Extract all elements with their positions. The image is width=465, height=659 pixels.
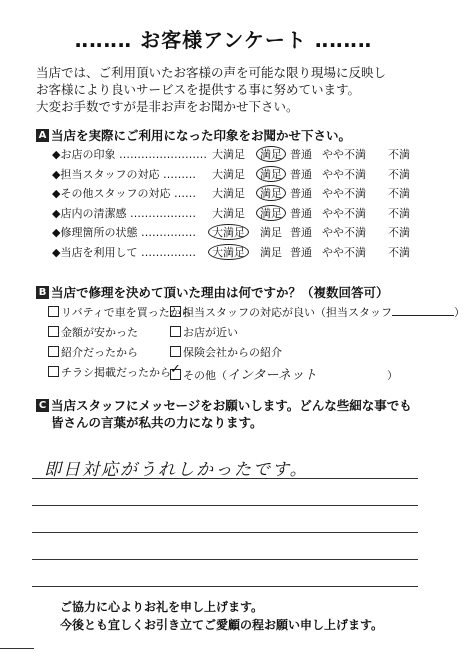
section-c-letter: C	[36, 399, 49, 412]
title-text: お客様アンケート	[140, 28, 307, 52]
rating-option[interactable]: 不満	[388, 206, 410, 220]
title-dots-left: ‥‥‥‥	[74, 28, 141, 52]
rating-label: ◆その他スタッフの対応 ……	[52, 187, 196, 200]
section-a-letter: A	[36, 129, 49, 142]
close-paren: ）	[387, 369, 398, 382]
choice-label: リバティで車を買ったから	[61, 306, 192, 319]
survey-title	[0, 24, 447, 53]
rating-option[interactable]: 満足	[260, 187, 282, 200]
choice-row	[48, 304, 465, 320]
choice-label: 金額が安かった	[61, 326, 138, 339]
rating-row	[52, 146, 414, 163]
selection-circle-icon	[256, 166, 286, 182]
rating-row	[52, 205, 414, 222]
choice-row	[48, 344, 282, 360]
choice-label: 紹介だったから	[61, 346, 138, 359]
rating-option[interactable]: やや不満	[322, 148, 366, 161]
choice-row	[48, 324, 238, 340]
section-c-heading	[36, 396, 412, 414]
footer-line: ご協力に心よりお礼を申し上げます。	[60, 600, 264, 614]
section-a-heading	[36, 126, 351, 144]
checkbox[interactable]	[170, 346, 181, 357]
rating-option[interactable]: やや不満	[322, 245, 366, 259]
rating-option[interactable]: 大満足	[212, 187, 245, 200]
rating-option[interactable]: 不満	[388, 148, 410, 161]
intro-text	[36, 64, 386, 115]
rating-option[interactable]: 大満足	[212, 226, 245, 239]
close-paren: ）	[454, 306, 465, 319]
choice-label: 保険会社からの紹介	[183, 346, 282, 359]
choice-label: お店が近い	[183, 326, 238, 339]
message-line[interactable]	[32, 532, 418, 533]
choice-item[interactable]	[48, 366, 171, 379]
rating-option[interactable]: 大満足	[212, 245, 245, 259]
rating-option[interactable]: 不満	[388, 187, 410, 200]
choice-item[interactable]	[170, 304, 465, 320]
rating-label: ◆担当スタッフの対応 ………	[52, 167, 196, 181]
selection-circle-icon	[256, 205, 286, 221]
checkbox[interactable]	[170, 326, 181, 337]
rating-option[interactable]: やや不満	[322, 187, 366, 200]
choice-row	[48, 362, 398, 383]
rating-option[interactable]: 満足	[260, 148, 282, 161]
checkbox[interactable]	[48, 346, 59, 357]
section-c-heading-line: 当店スタッフにメッセージをお願いします。どんな些細な事でも	[51, 398, 412, 413]
intro-line: お客様により良いサービスを提供する事に努めています。	[36, 82, 361, 97]
rating-row	[52, 166, 414, 183]
staff-name-blank[interactable]	[392, 315, 454, 316]
intro-line: 当店では、ご利用頂いたお客様の声を可能な限り現場に反映し	[36, 65, 387, 80]
rating-option[interactable]: 不満	[388, 245, 410, 259]
choice-label: その他（	[183, 369, 227, 382]
checkbox-checked[interactable]	[170, 362, 181, 380]
rating-option[interactable]: 普通	[290, 148, 312, 161]
handwritten-message: 即日対応がうれしかったです。	[44, 460, 309, 480]
choice-label: 担当スタッフの対応が良い（担当スタッフ	[183, 306, 392, 319]
checkbox[interactable]	[48, 326, 59, 337]
rating-option[interactable]: 満足	[260, 226, 282, 239]
corner-mark	[0, 648, 34, 649]
rating-row	[52, 224, 414, 241]
section-b-heading	[36, 283, 389, 301]
rating-option[interactable]: 満足	[260, 167, 282, 181]
message-line[interactable]	[32, 559, 418, 560]
rating-label: ◆当店を利用して ……………	[52, 245, 196, 259]
rating-label: ◆お店の印象 ……………………	[52, 148, 207, 161]
message-line[interactable]	[32, 478, 418, 479]
rating-option[interactable]: 普通	[290, 226, 312, 239]
rating-option[interactable]: やや不満	[322, 206, 366, 220]
rating-option[interactable]: 普通	[290, 187, 312, 200]
section-b-heading-text: 当店で修理を決めて頂いた理由は何ですか？（複数回答可）	[51, 285, 389, 300]
section-a-heading-text: 当店を実際にご利用になった印象をお聞かせ下さい。	[51, 128, 352, 143]
rating-option[interactable]: 不満	[388, 226, 410, 239]
rating-option[interactable]: 満足	[260, 245, 282, 259]
check-mark-icon: ✓	[170, 362, 181, 377]
checkbox[interactable]	[170, 306, 181, 317]
rating-row	[52, 244, 414, 261]
rating-option[interactable]: やや不満	[322, 167, 366, 181]
selection-circle-icon	[208, 224, 249, 240]
selection-circle-icon	[256, 185, 286, 201]
checkbox[interactable]	[48, 306, 59, 317]
section-c-heading-line: 皆さんの言葉が私共の力になります。	[51, 415, 263, 430]
choice-item[interactable]	[170, 364, 398, 383]
choice-item[interactable]	[170, 344, 282, 360]
rating-label: ◆修理箇所の状態 ……………	[52, 226, 196, 239]
intro-line: 大変お手数ですが是非お声をお聞かせ下さい。	[36, 99, 299, 114]
choice-item[interactable]	[48, 326, 138, 339]
choice-item[interactable]	[48, 346, 138, 359]
rating-option[interactable]: やや不満	[322, 226, 366, 239]
rating-option[interactable]: 大満足	[212, 167, 245, 181]
rating-option[interactable]: 満足	[260, 206, 282, 220]
rating-option[interactable]: 普通	[290, 245, 312, 259]
rating-option[interactable]: 大満足	[212, 206, 245, 220]
choice-item[interactable]	[170, 324, 238, 340]
rating-option[interactable]: 大満足	[212, 148, 245, 161]
selection-circle-icon	[208, 244, 249, 260]
choice-label: チラシ掲載だったから	[61, 366, 171, 379]
title-dots-right: ‥‥‥‥	[306, 28, 373, 52]
message-line[interactable]	[32, 586, 418, 587]
rating-label: ◆店内の清潔感 ………………	[52, 206, 196, 220]
footer-line: 今後とも宜しくお引き立てご愛顧の程お願い申し上げます。	[60, 618, 384, 632]
section-b-letter: B	[36, 286, 49, 299]
rating-option[interactable]: 不満	[388, 167, 410, 181]
other-answer: インターネット	[227, 368, 317, 383]
rating-option[interactable]: 普通	[290, 206, 312, 220]
selection-circle-icon	[256, 146, 286, 162]
rating-row	[52, 185, 414, 202]
checkbox[interactable]	[48, 366, 59, 377]
message-line[interactable]	[32, 505, 418, 506]
rating-option[interactable]: 普通	[290, 167, 312, 181]
